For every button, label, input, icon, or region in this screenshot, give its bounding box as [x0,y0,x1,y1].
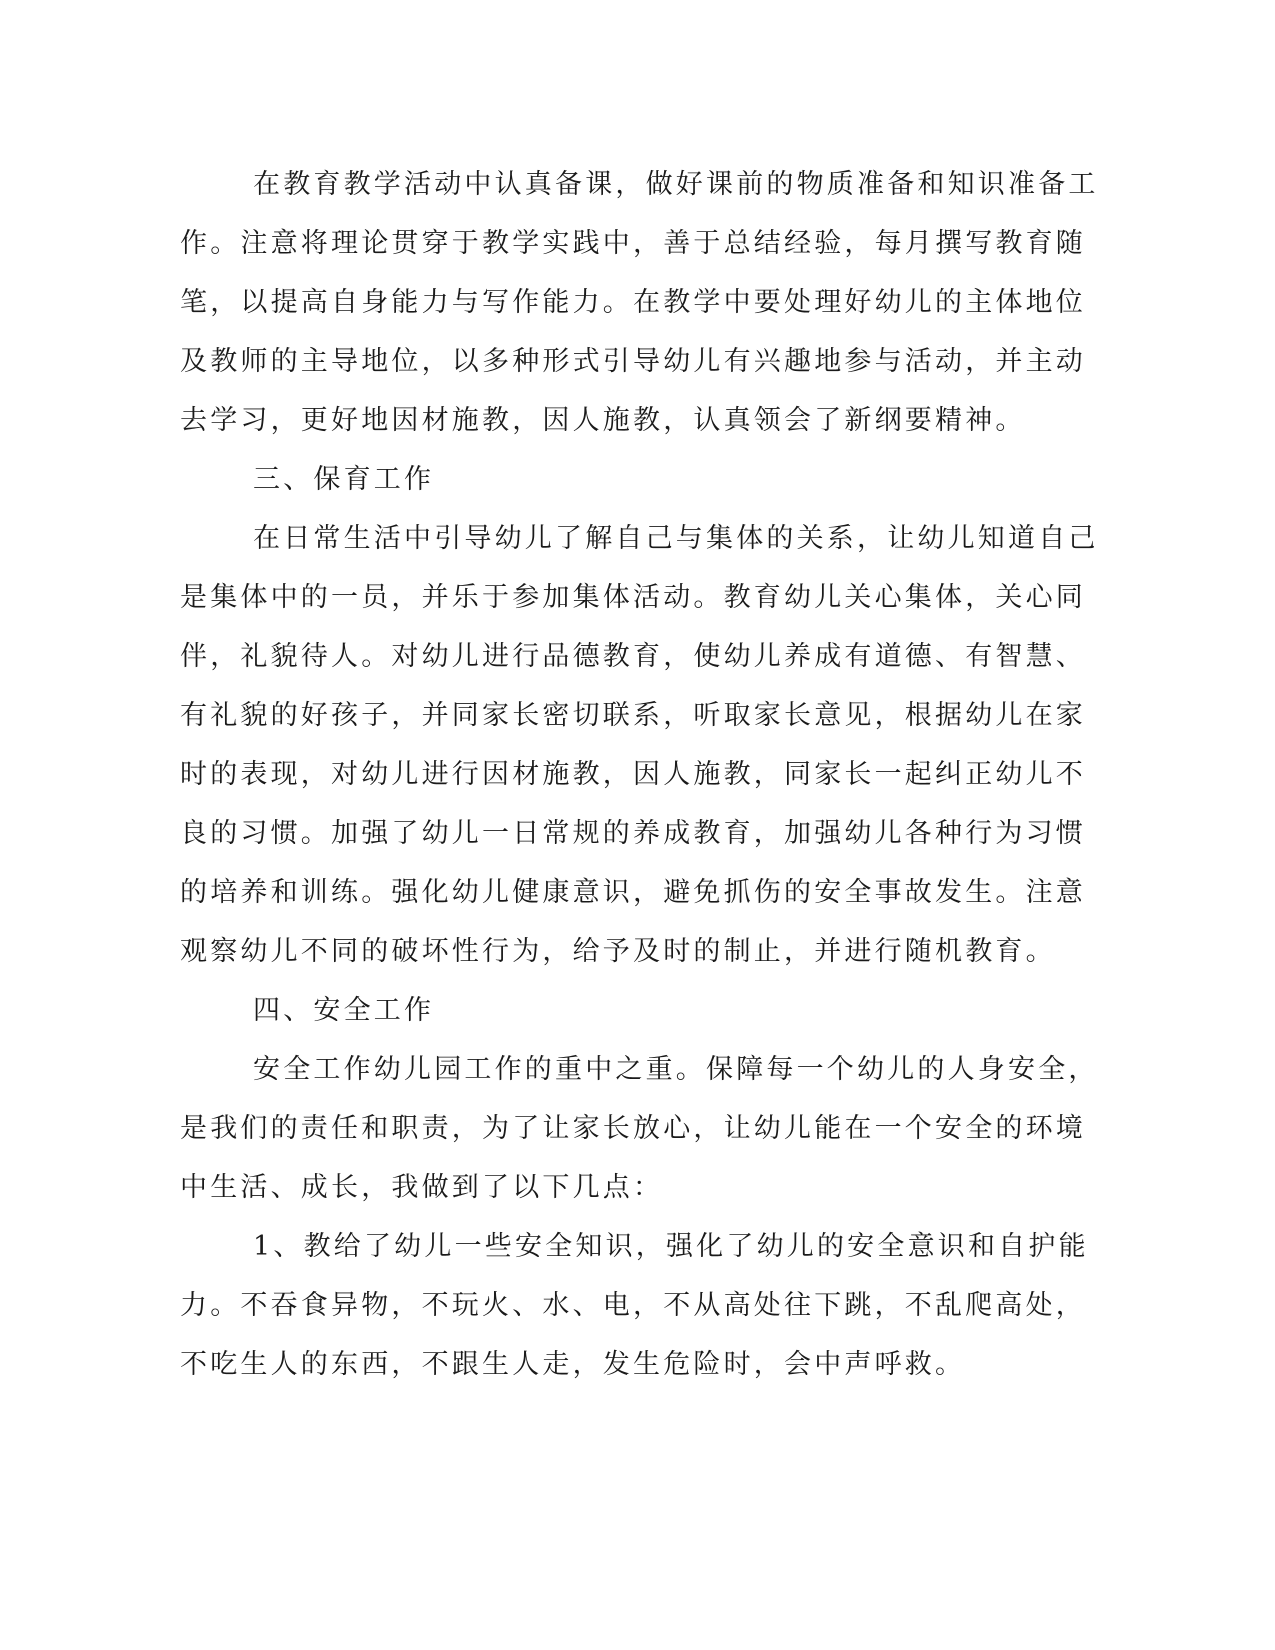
section-heading-care: 三、保育工作 [253,464,435,495]
paragraph-line: 有礼貌的好孩子，并同家长密切联系，听取家长意见，根据幼儿在家 [180,700,1086,731]
paragraph-line: 作。注意将理论贯穿于教学实践中，善于总结经验，每月撰写教育随 [180,228,1086,259]
paragraph-line: 在教育教学活动中认真备课，做好课前的物质准备和知识准备工 [253,169,1099,200]
paragraph-line: 是集体中的一员，并乐于参加集体活动。教育幼儿关心集体，关心同 [180,582,1086,613]
section-heading-safety: 四、安全工作 [253,995,435,1026]
list-item-line: 1、教给了幼儿一些安全知识，强化了幼儿的安全意识和自护能 [253,1231,1089,1262]
paragraph-line: 去学习，更好地因材施教，因人施教，认真领会了新纲要精神。 [180,405,1026,436]
paragraph-line: 良的习惯。加强了幼儿一日常规的养成教育，加强幼儿各种行为习惯 [180,818,1086,849]
list-item-line: 力。不吞食异物，不玩火、水、电，不从高处往下跳，不乱爬高处， [180,1290,1086,1321]
paragraph-line: 及教师的主导地位，以多种形式引导幼儿有兴趣地参与活动，并主动 [180,346,1086,377]
paragraph-line: 观察幼儿不同的破坏性行为，给予及时的制止，并进行随机教育。 [180,936,1056,967]
list-item-line: 不吃生人的东西，不跟生人走，发生危险时，会中声呼救。 [180,1349,966,1380]
paragraph-line: 是我们的责任和职责，为了让家长放心，让幼儿能在一个安全的环境 [180,1113,1086,1144]
paragraph-line: 在日常生活中引导幼儿了解自己与集体的关系，让幼儿知道自己 [253,523,1099,554]
paragraph-line: 中生活、成长，我做到了以下几点： [180,1172,664,1203]
paragraph-line: 安全工作幼儿园工作的重中之重。保障每一个幼儿的人身安全， [253,1054,1099,1085]
paragraph-line: 时的表现，对幼儿进行因材施教，因人施教，同家长一起纠正幼儿不 [180,759,1086,790]
paragraph-line: 的培养和训练。强化幼儿健康意识，避免抓伤的安全事故发生。注意 [180,877,1086,908]
paragraph-line: 伴，礼貌待人。对幼儿进行品德教育，使幼儿养成有道德、有智慧、 [180,641,1086,672]
paragraph-line: 笔，以提高自身能力与写作能力。在教学中要处理好幼儿的主体地位 [180,287,1086,318]
document-body [180,155,1099,1394]
